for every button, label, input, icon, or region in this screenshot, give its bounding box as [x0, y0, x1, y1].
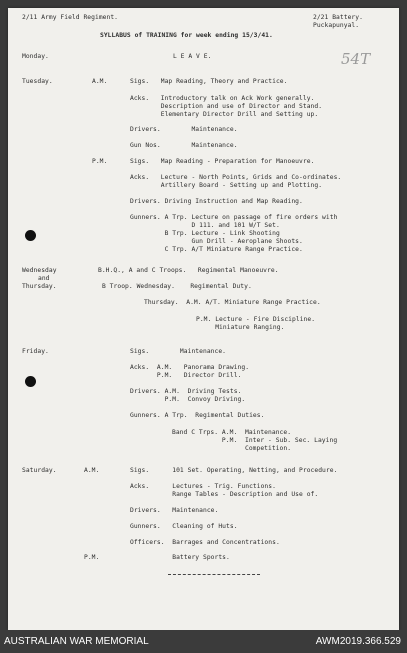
tuesday-pm-line: Acks. Lecture - North Points, Grids and Co-ordinates. [130, 174, 342, 181]
tuesday-pm-line: B Trp. Lecture - Link Shooting [130, 230, 280, 237]
friday-line: Sigs. Maintenance. [130, 348, 227, 355]
closing-rule [168, 574, 260, 575]
wednesday-label: Wednesday [22, 267, 57, 274]
footer-institution: AUSTRALIAN WAR MEMORIAL [4, 636, 149, 647]
tuesday-pm-line: D 111. and 101 W/T Set. [130, 222, 280, 229]
tuesday-pm: P.M. [92, 158, 108, 165]
friday-line: P.M. Director Drill. [130, 372, 242, 379]
saturday-line: Battery Sports. [130, 554, 230, 561]
tuesday-am-line: Acks. Introductory talk on Ack Work generally. [130, 95, 315, 102]
tuesday-pm-line: Sigs. Map Reading - Preparation for Manoeuvre. [130, 158, 315, 165]
document-title: SYLLABUS of TRAINING for week ending 15/3/41. [100, 32, 273, 39]
tuesday-label: Tuesday. [22, 78, 53, 85]
tuesday-pm-line: Drivers. Driving Instruction and Map Reading. [130, 198, 303, 205]
pencil-annotation: 54T [341, 50, 371, 68]
footer-catalogue-number: AWM2019.366.529 [315, 636, 401, 647]
friday-line: Band C Trps. A.M. Maintenance. [172, 429, 292, 436]
saturday-line: Acks. Lectures - Trig. Functions. [130, 483, 276, 490]
friday-label: Friday. [22, 348, 49, 355]
punch-hole [25, 376, 36, 387]
tuesday-am: A.M. [92, 78, 108, 85]
saturday-label: Saturday. [22, 467, 57, 474]
saturday-line: Range Tables - Description and Use of. [130, 491, 319, 498]
tuesday-pm-line: Gun Drill - Aeroplane Shoots. [130, 238, 303, 245]
document-page [8, 8, 399, 630]
tuesday-am-line: Elementary Director Drill and Setting up. [130, 111, 319, 118]
friday-line: P.M. Convoy Driving. [130, 396, 246, 403]
saturday-line: Gunners. Cleaning of Huts. [130, 523, 238, 530]
battery-heading: 2/21 Battery. [313, 14, 363, 21]
saturday-pm: P.M. [84, 554, 100, 561]
wedthu-line: B.H.Q., A and C Troops. Regimental Manoeuvre. [98, 267, 279, 274]
saturday-am: A.M. [84, 467, 100, 474]
tuesday-am-line: Drivers. Maintenance. [130, 126, 238, 133]
tuesday-pm-line: Gunners. A Trp. Lecture on passage of fire orders with [130, 214, 338, 221]
regiment-heading: 2/11 Army Field Regiment. [22, 14, 119, 21]
archive-footer [0, 630, 407, 653]
friday-line: Drivers. A.M. Driving Tests. [130, 388, 242, 395]
and-label: and [38, 275, 50, 282]
saturday-line: Sigs. 101 Set. Operating, Netting, and Procedure. [130, 467, 338, 474]
saturday-line: Officers. Barrages and Concentrations. [130, 539, 280, 546]
friday-line: P.M. Inter - Sub. Sec. Laying [172, 437, 338, 444]
tuesday-pm-line: Artillery Board - Setting up and Plotting. [130, 182, 323, 189]
monday-leave: L E A V E. [173, 53, 212, 60]
friday-line: Acks. A.M. Panorama Drawing. [130, 364, 250, 371]
tuesday-am-line: Sigs. Map Reading, Theory and Practice. [130, 78, 288, 85]
friday-line: Competition. [172, 445, 292, 452]
saturday-line: Drivers. Maintenance. [130, 507, 219, 514]
place-heading: Puckapunyal. [313, 22, 360, 29]
thursday-label: Thursday. [22, 283, 57, 290]
wedthu-line: B Troop. Wednesday. Regimental Duty. [102, 283, 252, 290]
punch-hole [25, 230, 36, 241]
wedthu-line: Miniature Ranging. [196, 324, 285, 331]
tuesday-pm-line: C Trp. A/T Miniature Range Practice. [130, 246, 303, 253]
wedthu-line: Thursday. A.M. A/T. Miniature Range Practice. [144, 299, 321, 306]
friday-line: Gunners. A Trp. Regimental Duties. [130, 412, 265, 419]
tuesday-am-line: Gun Nos. Maintenance. [130, 142, 238, 149]
wedthu-line: P.M. Lecture - Fire Discipline. [196, 316, 316, 323]
tuesday-am-line: Description and use of Director and Stand. [130, 103, 323, 110]
monday-label: Monday. [22, 53, 49, 60]
